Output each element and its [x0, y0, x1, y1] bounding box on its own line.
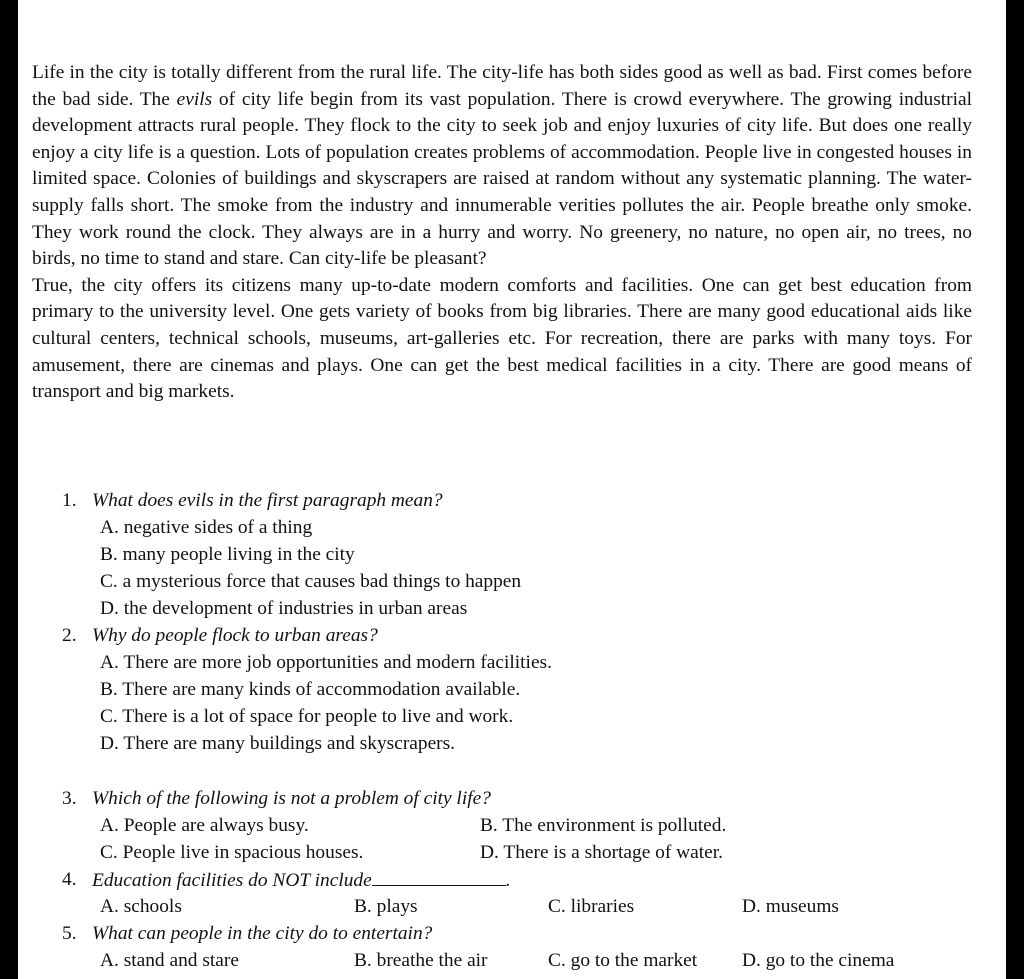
q1-option-b: B. many people living in the city	[100, 544, 355, 565]
question-stem: Which of the following is not a problem of city life?	[92, 788, 491, 809]
q1-option-a: A. negative sides of a thing	[100, 517, 313, 538]
reading-passage	[32, 60, 972, 406]
q5-option-b: B. breathe the air	[354, 950, 488, 971]
q1-option-c: C. a mysterious force that causes bad things to happen	[100, 571, 522, 592]
q2-option-d: D. There are many buildings and skyscrapers.	[100, 733, 456, 754]
q4-option-d: D. museums	[742, 896, 839, 917]
q4-option-b: B. plays	[354, 896, 418, 917]
q3-option-d: D. There is a shortage of water.	[480, 842, 724, 863]
evils-word: evils	[176, 88, 213, 110]
q2-option-b: B. There are many kinds of accommodation available.	[100, 679, 521, 700]
q4-option-c: C. libraries	[548, 896, 635, 917]
q3-option-a: A. People are always busy.	[100, 815, 309, 836]
question-number: 5.	[62, 923, 77, 944]
q5-option-a: A. stand and stare	[100, 950, 239, 971]
q4-option-a: A. schools	[100, 896, 182, 917]
q2-option-c: C. There is a lot of space for people to live and work.	[100, 706, 514, 727]
paragraph-2: True, the city offers its citizens many up-to-date modern comforts and facilities. One can get best education from primary to the university level. One gets variety of books from big libraries. There are many good educational aids like cultural centers, technical schools, museums, art-galleries etc. For recreation, there are parks with many toys. For amusement, there are cinemas and plays. One can get the best medical facilities in a city. There are good means of transport and big markets.	[32, 274, 972, 403]
q1-option-d: D. the development of industries in urban areas	[100, 598, 468, 619]
question-stem: What does evils in the first paragraph mean?	[92, 490, 443, 511]
question-number: 2.	[62, 625, 77, 646]
q2-option-a: A. There are more job opportunities and modern facilities.	[100, 652, 552, 673]
q5-option-d: D. go to the cinema	[742, 950, 895, 971]
q3-option-c: C. People live in spacious houses.	[100, 842, 364, 863]
question-stem: Why do people flock to urban areas?	[92, 625, 378, 646]
question-number: 4.	[62, 869, 77, 890]
question-stem: What can people in the city do to entertain?	[92, 923, 433, 944]
document-page	[18, 0, 1006, 979]
question-number: 1.	[62, 490, 77, 511]
answer-blank	[372, 867, 506, 886]
q3-option-b: B. The environment is polluted.	[480, 815, 727, 836]
paragraph-1: Life in the city is totally different from the rural life. The city-life has both sides good as well as bad. First comes before the bad side. The evils of city life begin from its vast population. There is crowd everywhere. The growing industrial development attracts rural people. They flock to the city to seek job and enjoy luxuries of city life. But does one really enjoy a city life is a question. Lots of population creates problems of accommodation. People live in congested houses in limited space. Colonies of buildings and skyscrapers are raised at random without any systematic planning. The water-supply falls short. The smoke from the industry and innumerable verities pollutes the air. People breathe only smoke. They work round the clock. They always are in a hurry and worry. No greenery, no nature, no open air, no trees, no birds, no time to stand and stare. Can city-life be pleasant?	[32, 62, 972, 270]
question-number: 3.	[62, 788, 77, 809]
q5-option-c: C. go to the market	[548, 950, 698, 971]
question-stem: Education facilities do NOT include .	[92, 867, 511, 895]
